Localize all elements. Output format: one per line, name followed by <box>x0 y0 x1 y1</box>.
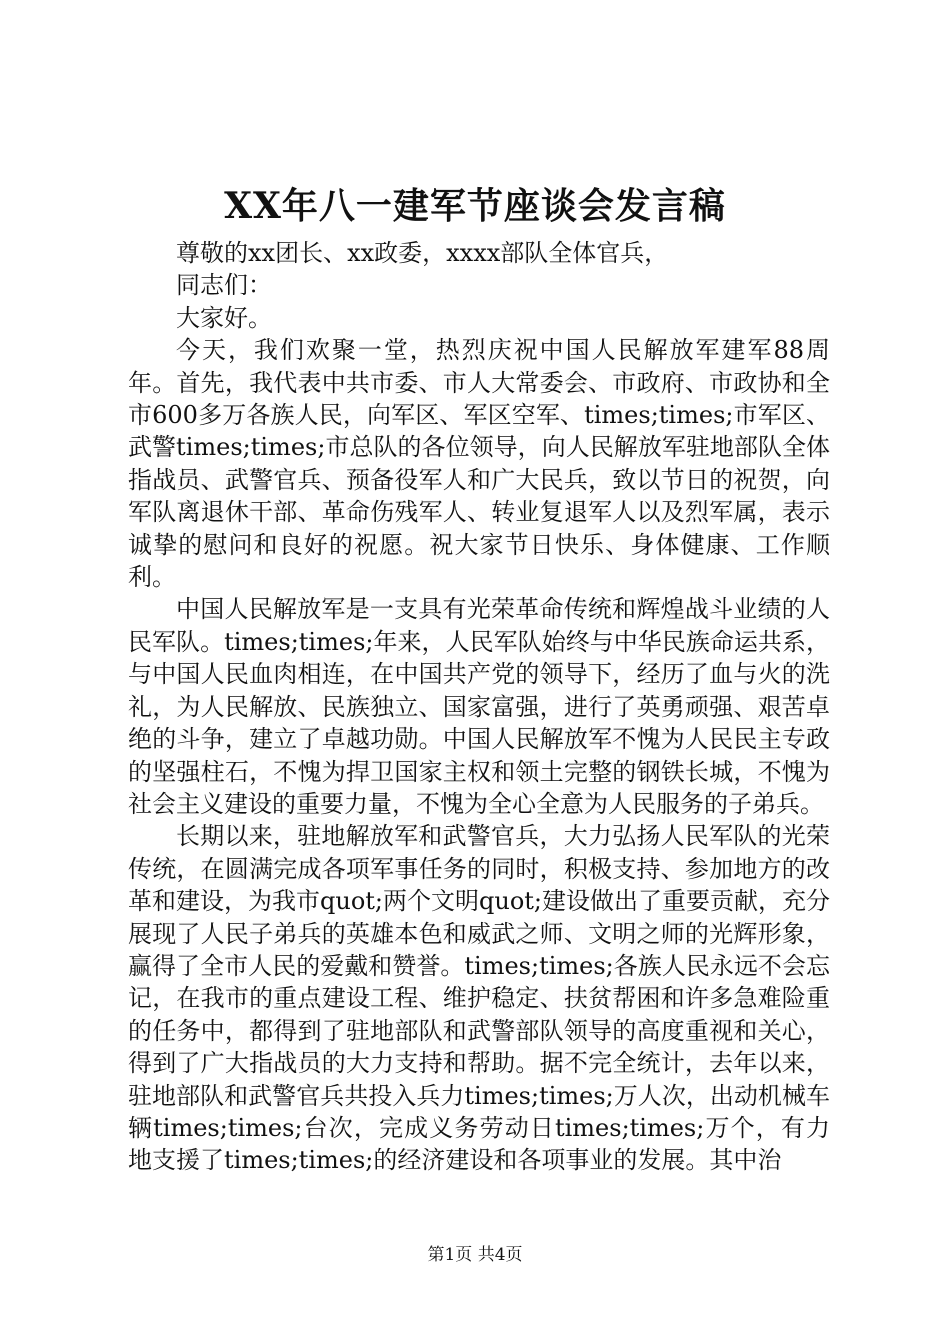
greeting-line: 大家好。 <box>176 303 272 332</box>
body-paragraph: 长期以来，驻地解放军和武警官兵，大力弘扬人民军队的光荣传统，在圆满完成各项军事任务的同时，积极支持、参加地方的改革和建设，为我市quot;两个文明quot;建设做出了重要贡献，充分展现了人民子弟兵的英雄本色和威武之师、文明之师的光辉形象，赢得了全市人民的爱戴和赞誉。times;times;各族人民永远不会忘记，在我市的重点建设工程、维护稳定、扶贫帮困和许多急难险重的任务中，都得到了驻地部队和武警部队领导的高度重视和关心，得到了广大指战员的大力支持和帮助。据不完全统计，去年以来，驻地部队和武警官兵共投入兵力times;times;万人次，出动机械车辆times;times;台次，完成义务劳动日times;times;万个，有力地支援了times;times;的经济建设和各项事业的发展。其中治 <box>128 822 830 1175</box>
salutation-line: 尊敬的xx团长、xx政委，xxxx部队全体官兵， <box>176 239 669 267</box>
document-body <box>128 237 830 1177</box>
salutation-comrades: 同志们： <box>176 271 272 300</box>
body-paragraph: 中国人民解放军是一支具有光荣革命传统和辉煌战斗业绩的人民军队。times;times;年来，人民军队始终与中华民族命运共系，与中国人民血肉相连，在中国共产党的领导下，经历了血与火的洗礼，为人民解放、民族独立、国家富强，进行了英勇顽强、艰苦卓绝的斗争，建立了卓越功勋。中国人民解放军不愧为人民民主专政的坚强柱石，不愧为捍卫国家主权和领土完整的钢铁长城，不愧为社会主义建设的重要力量，不愧为全心全意为人民服务的子弟兵。 <box>128 595 830 818</box>
document-title: XX年八一建军节座谈会发言稿 <box>224 185 726 227</box>
body-paragraph: 今天，我们欢聚一堂，热烈庆祝中国人民解放军建军88周年。首先，我代表中共市委、市人大常委会、市政府、市政协和全市600多万各族人民，向军区、军区空军、times;times;市军区、武警times;times;市总队的各位领导，向人民解放军驻地部队全体指战员、武警官兵、预备役军人和广大民兵，致以节日的祝贺，向军队离退休干部、革命伤残军人、转业复退军人以及烈军属，表示诚挚的慰问和良好的祝愿。祝大家节日快乐、身体健康、工作顺利。 <box>128 336 830 592</box>
page-footer: 第1页 共4页 <box>427 1245 523 1265</box>
